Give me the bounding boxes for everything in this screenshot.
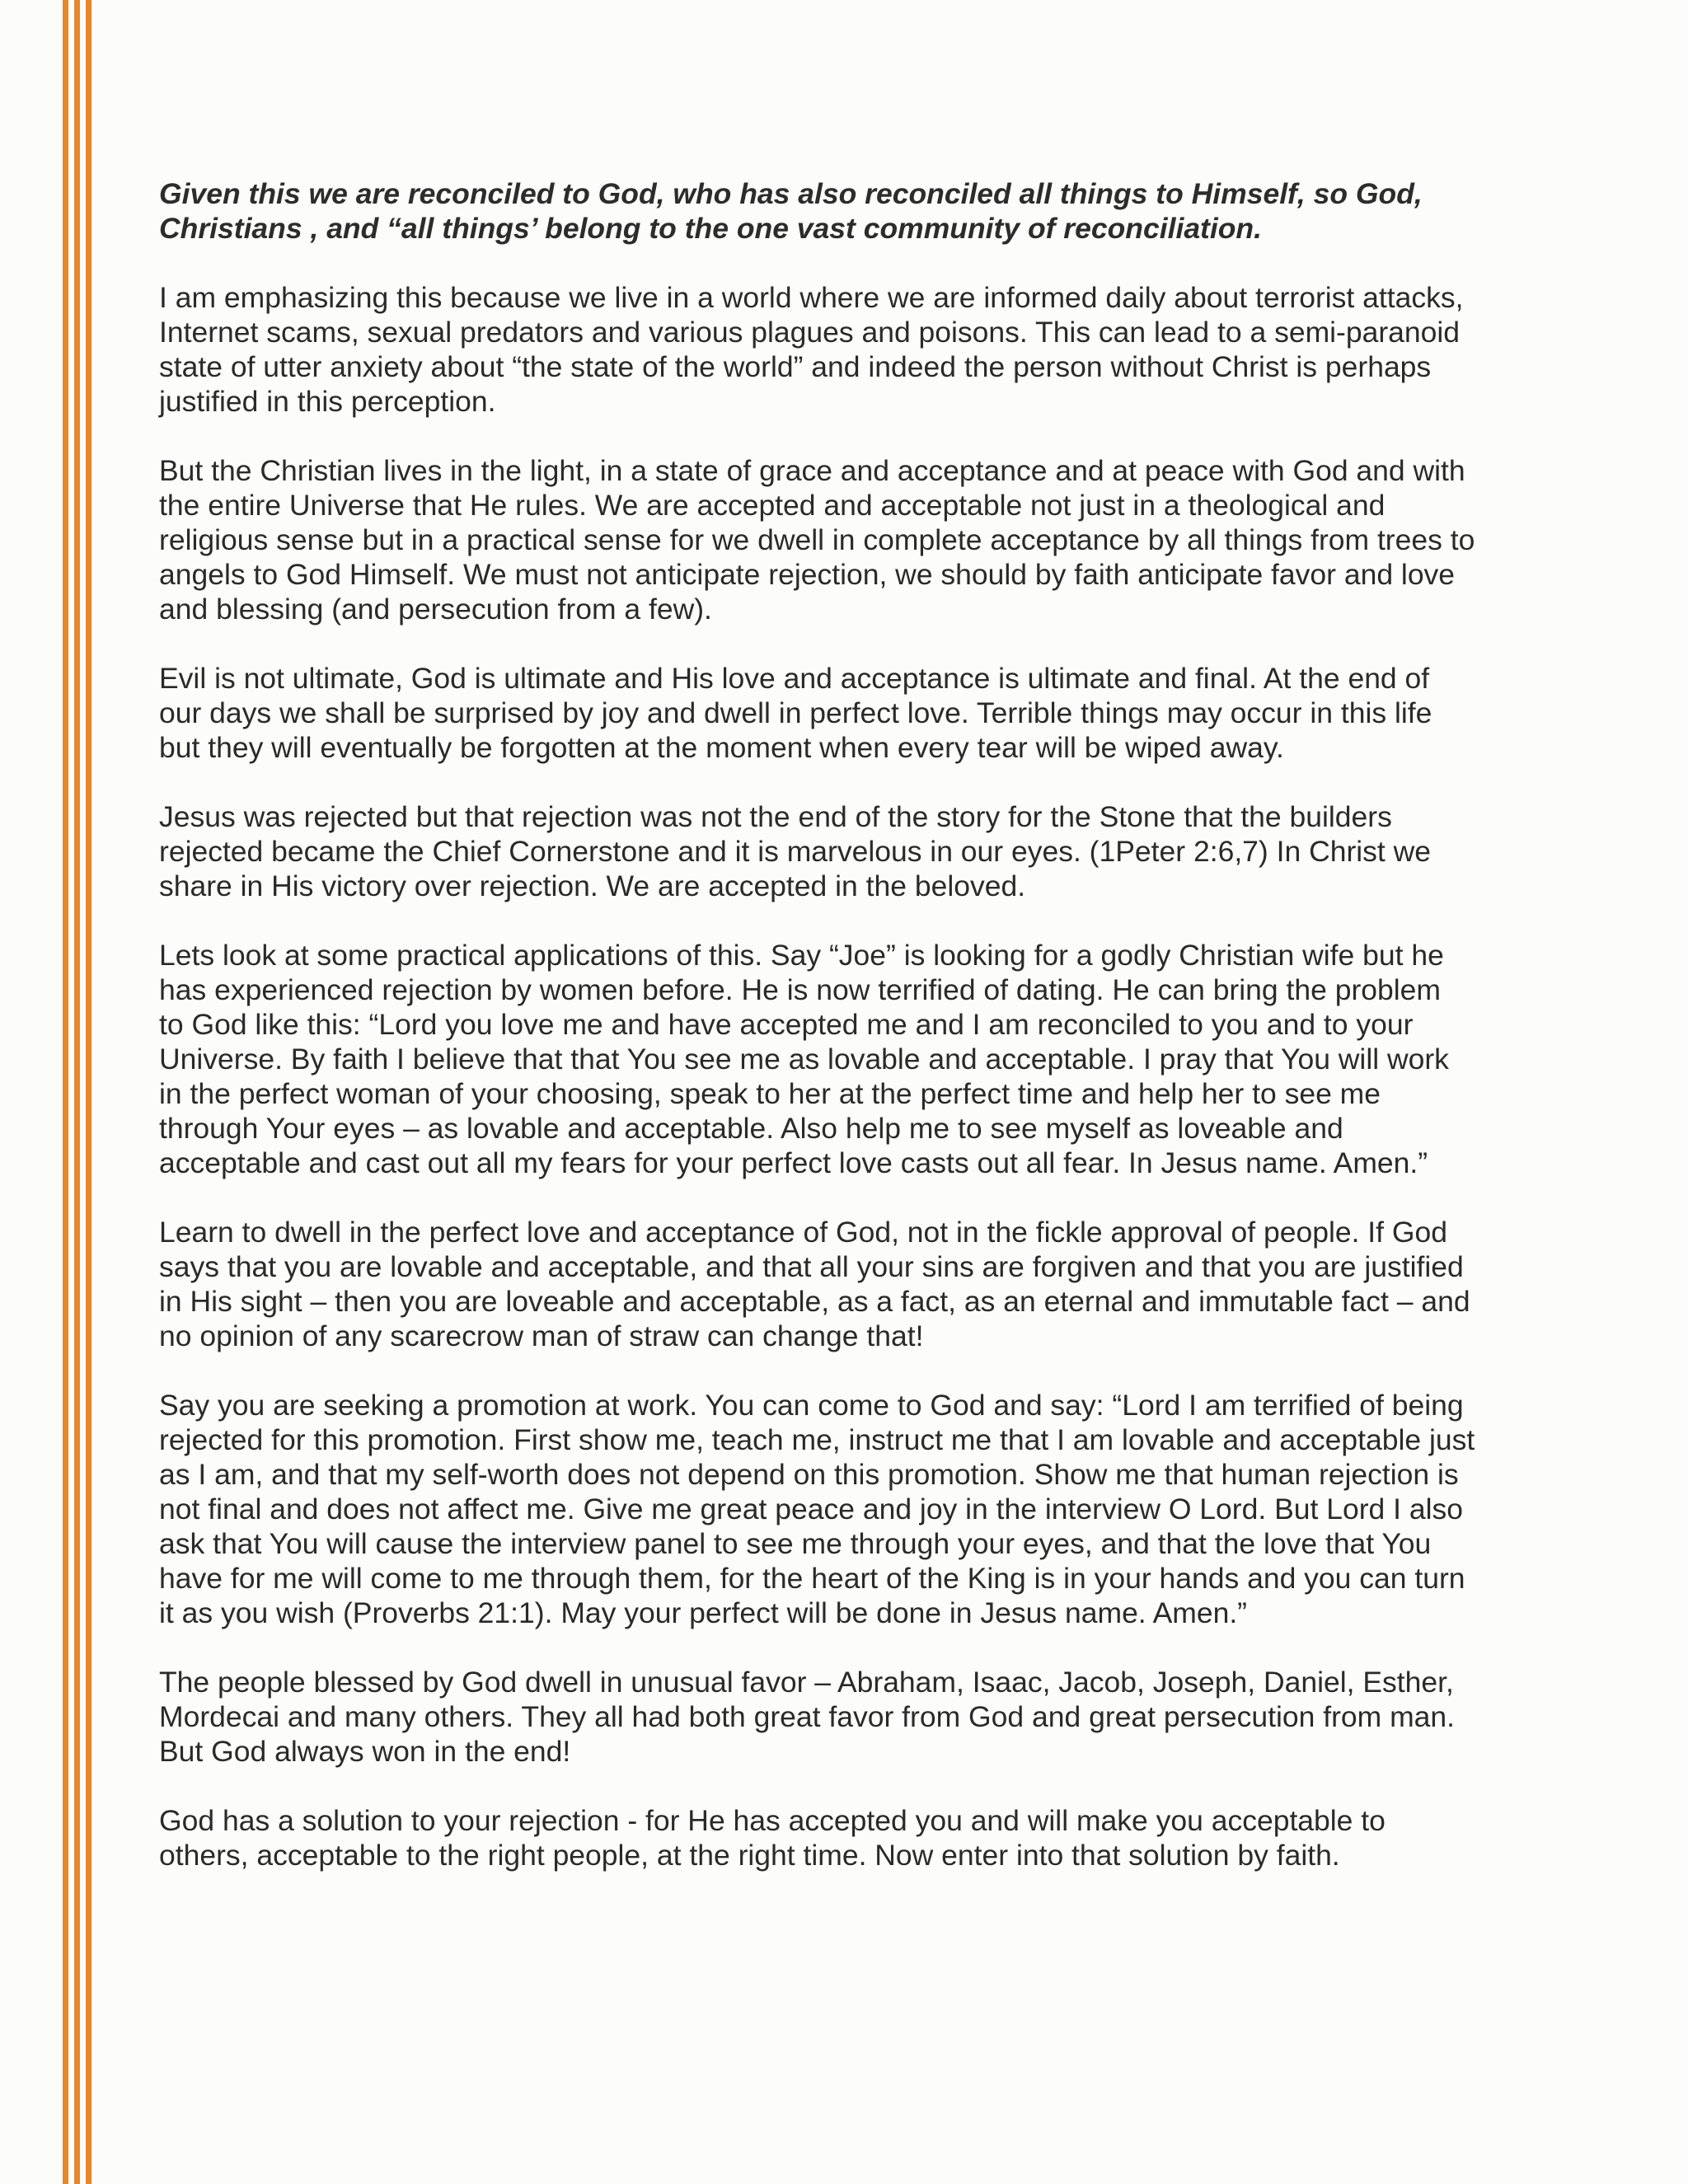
lead-paragraph: Given this we are reconciled to God, who has also reconciled all things to Himself, so God, Christians , and “all things’ belong to the one vast community of reconciliation. xyxy=(159,177,1423,245)
paragraph: But the Christian lives in the light, in a state of grace and acceptance and at peace with God and with the entire Universe that He rules. We are accepted and acceptable not just in a theological and religious sense but in a practical sense for we dwell in complete acceptance by all things from trees to angels to God Himself. We must not anticipate rejection, we should by faith anticipate favor and love and blessing (and persecution from a few). xyxy=(159,454,1475,626)
document-body xyxy=(159,176,1540,1907)
paragraph: Evil is not ultimate, God is ultimate and His love and acceptance is ultimate and final. At the end of our days we shall be surprised by joy and dwell in perfect love. Terrible things may occur in this life but they will eventually be forgotten at the moment when every tear will be wiped away. xyxy=(159,662,1432,764)
border-stripe xyxy=(74,0,80,2184)
paragraph: Lets look at some practical applications of this. Say “Joe” is looking for a godly Christian wife but he has experienced rejection by women before. He is now terrified of dating. He can bring the problem to God like this: “Lord you love me and have accepted me and I am reconciled to you and to your Universe. By faith I believe that that You see me as lovable and acceptable. I pray that You will work in the perfect woman of your choosing, speak to her at the perfect time and help her to see me through Your eyes – as lovable and acceptable. Also help me to see myself as loveable and acceptable and cast out all my fears for your perfect love casts out all fear. In Jesus name. Amen.” xyxy=(159,939,1449,1179)
decorative-border-stripes xyxy=(63,0,97,2184)
border-stripe xyxy=(63,0,68,2184)
paragraph: I am emphasizing this because we live in a world where we are informed daily about terrorist attacks, Internet scams, sexual predators and various plagues and poisons. This can lead to a semi-paranoid state of utter anxiety about “the state of the world” and indeed the person without Christ is perhaps justified in this perception. xyxy=(159,281,1464,418)
border-stripe xyxy=(86,0,91,2184)
paragraph: Say you are seeking a promotion at work. You can come to God and say: “Lord I am terrified of being rejected for this promotion. First show me, teach me, instruct me that I am lovable and acceptable just as I am, and that my self-worth does not depend on this promotion. Show me that human rejection is not final and does not affect me. Give me great peace and joy in the interview O Lord. But Lord I also ask that You will cause the interview panel to see me through your eyes, and that the love that You have for me will come to me through them, for the heart of the King is in your hands and you can turn it as you wish (Proverbs 21:1). May your perfect will be done in Jesus name. Amen.” xyxy=(159,1389,1475,1629)
paragraph: Learn to dwell in the perfect love and acceptance of God, not in the fickle approval of people. If God says that you are lovable and acceptable, and that all your sins are forgiven and that you are justified in His sight – then you are loveable and acceptable, as a fact, as an eternal and immutable fact – and no opinion of any scarecrow man of straw can change that! xyxy=(159,1216,1470,1352)
paragraph: The people blessed by God dwell in unusual favor – Abraham, Isaac, Jacob, Joseph, Daniel, Esther, Mordecai and many others. They all had both great favor from God and great persecution from man. But God always won in the end! xyxy=(159,1666,1456,1768)
paragraph: Jesus was rejected but that rejection was not the end of the story for the Stone that the builders rejected became the Chief Cornerstone and it is marvelous in our eyes. (1Peter 2:6,7) In Christ we share in His victory over rejection. We are accepted in the beloved. xyxy=(159,800,1432,902)
paragraph: God has a solution to your rejection - for He has accepted you and will make you acceptable to others, acceptable to the right people, at the right time. Now enter into that solution by faith. xyxy=(159,1804,1386,1872)
